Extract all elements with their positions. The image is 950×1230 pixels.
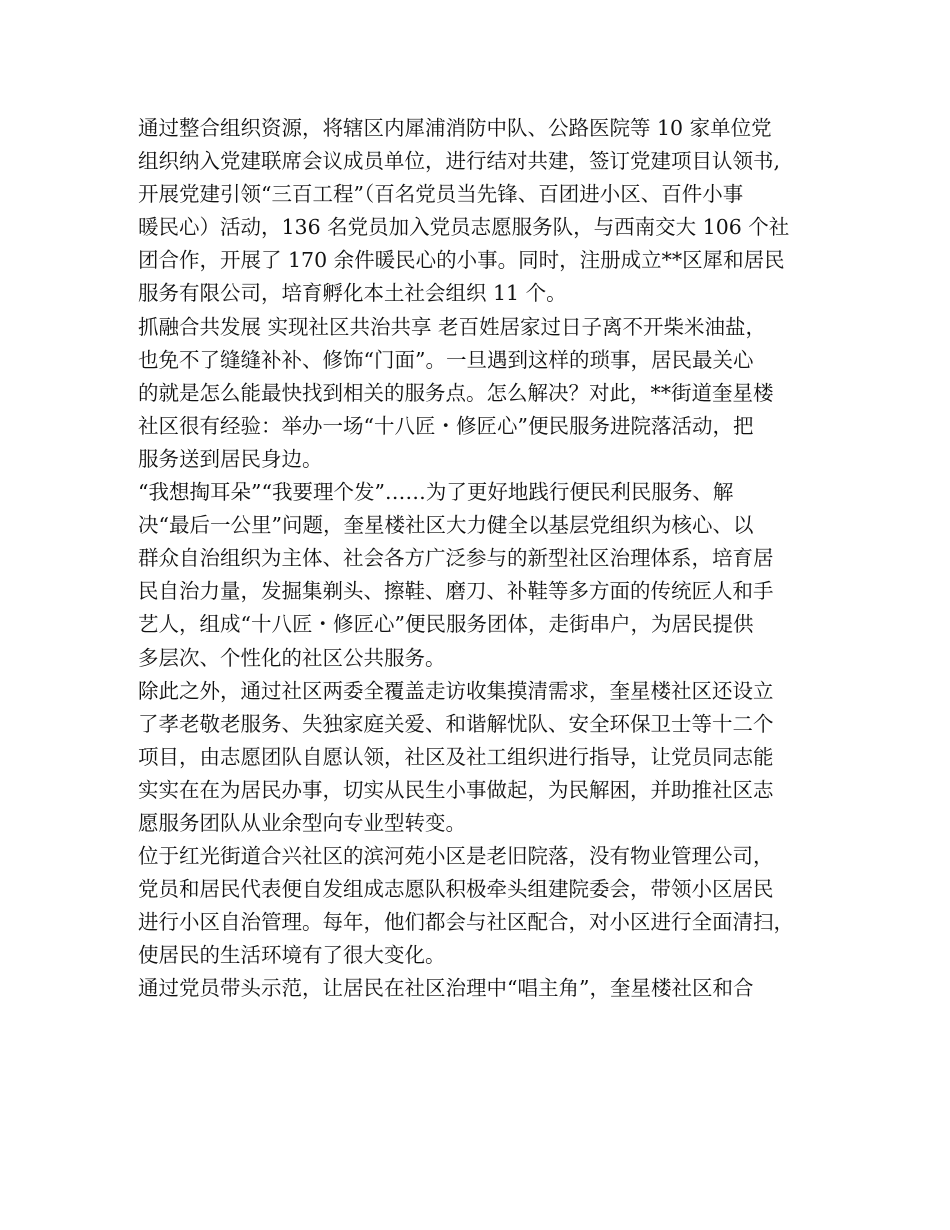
text-line: 抓融合共发展 实现社区共治共享 老百姓居家过日子离不开柴米油盐， (138, 314, 767, 339)
text-line: 开展党建引领“三百工程”（百名党员当先锋、百团进小区、百件小事 (138, 182, 744, 207)
text-line: 服务有限公司，培育孵化本土社会组织 11 个。 (138, 281, 567, 306)
text-line: 民自治力量，发掘集剃头、擦鞋、磨刀、补鞋等多方面的传统匠人和手 (138, 579, 774, 604)
text-line: 愿服务团队从业余型向专业型转变。 (138, 810, 466, 835)
text-line: 多层次、个性化的社区公共服务。 (138, 645, 446, 670)
text-line: 团合作，开展了 170 余件暖民心的小事。同时，注册成立**区犀和居民 (138, 248, 785, 273)
text-line: 进行小区自治管理。每年，他们都会与社区配合，对小区进行全面清扫， (138, 910, 794, 935)
text-line: 实实在在为居民办事，切实从民生小事做起，为民解困，并助推社区志 (138, 777, 774, 802)
text-line: 艺人，组成“十八匠・修匠心”便民服务团体，走街串户，为居民提供 (138, 612, 754, 637)
text-line: 项目，由志愿团队自愿认领，社区及社工组织进行指导，让党员同志能 (138, 744, 774, 769)
text-line: 服务送到居民身边。 (138, 446, 323, 471)
text-line: 暖民心）活动，136 名党员加入党员志愿服务队，与西南交大 106 个社 (138, 215, 790, 240)
text-line: 也免不了缝缝补补、修饰“门面”。一旦遇到这样的琐事，居民最关心 (138, 347, 754, 372)
text-line: 通过整合组织资源，将辖区内犀浦消防中队、公路医院等 10 家单位党 (138, 116, 772, 140)
text-line: 的就是怎么能最快找到相关的服务点。怎么解决？对此，**街道奎星楼 (138, 380, 774, 405)
text-line: 群众自治组织为主体、社会各方广泛参与的新型社区治理体系，培育居 (138, 546, 774, 571)
text-line: 使居民的生活环境有了很大变化。 (138, 943, 446, 968)
text-line: 除此之外，通过社区两委全覆盖走访收集摸清需求，奎星楼社区还设立 (138, 678, 774, 703)
text-line: 组织纳入党建联席会议成员单位，进行结对共建，签订党建项目认领书, (138, 149, 781, 174)
text-line: 党员和居民代表便自发组成志愿队积极牵头组建院委会，带领小区居民 (138, 877, 774, 902)
text-line: 了孝老敬老服务、失独家庭关爱、和谐解忧队、安全环保卫士等十二个 (138, 711, 774, 736)
document-body (138, 112, 818, 1006)
text-line: “我想掏耳朵”“我要理个发”……为了更好地践行便民利民服务、解 (138, 480, 734, 505)
text-line: 位于红光街道合兴社区的滨河苑小区是老旧院落，没有物业管理公司， (138, 844, 774, 869)
text-line: 通过党员带头示范，让居民在社区治理中“唱主角”，奎星楼社区和合 (138, 976, 754, 1001)
text-line: 社区很有经验：举办一场“十八匠・修匠心”便民服务进院落活动，把 (138, 413, 754, 438)
text-line: 决“最后一公里”问题，奎星楼社区大力健全以基层党组织为核心、以 (138, 513, 754, 538)
